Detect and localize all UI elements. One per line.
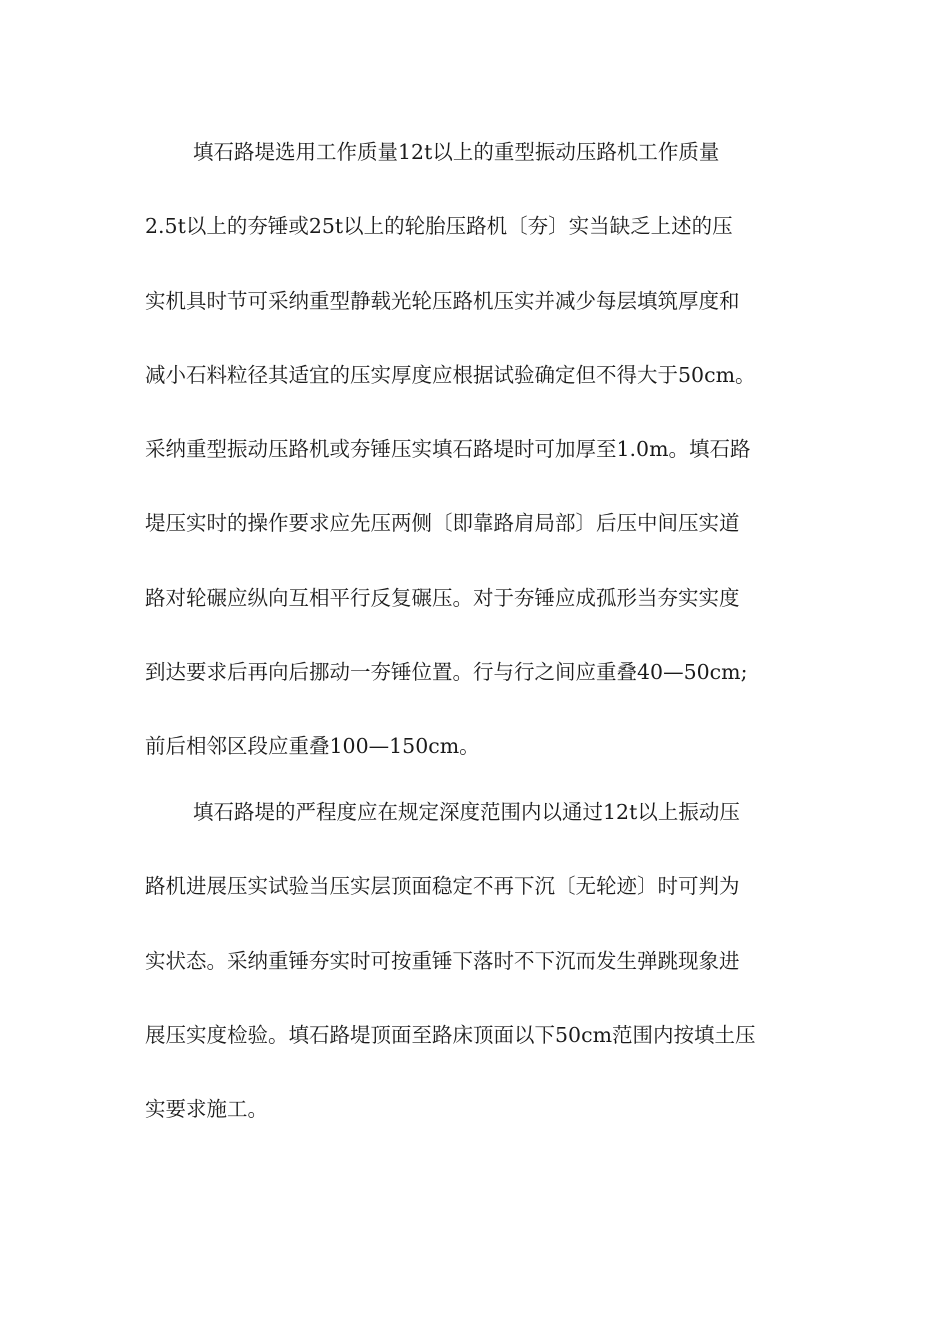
paragraph-2-line-3: 实状态。采纳重锤夯实时可按重锤下落时不下沉而发生弹跳现象进 — [145, 949, 740, 973]
paragraph-2-line-1: 填石路堤的严程度应在规定深度范围内以通过12t以上振动压 — [193, 800, 740, 824]
paragraph-1-line-2: 2.5t以上的夯锤或25t以上的轮胎压路机〔夯〕实当缺乏上述的压 — [145, 214, 733, 238]
paragraph-1-line-6: 堤压实时的操作要求应先压两侧〔即靠路肩局部〕后压中间压实道 — [145, 511, 740, 535]
paragraph-2-line-2: 路机进展压实试验当压实层顶面稳定不再下沉〔无轮迹〕时可判为 — [145, 874, 740, 898]
paragraph-1-line-5: 采纳重型振动压路机或夯锤压实填石路堤时可加厚至1.0m。填石路 — [145, 437, 751, 461]
paragraph-2-line-5: 实要求施工。 — [145, 1097, 268, 1121]
paragraph-1-line-9: 前后相邻区段应重叠100—150cm。 — [145, 734, 480, 758]
paragraph-1-line-1: 填石路堤选用工作质量12t以上的重型振动压路机工作质量 — [193, 140, 720, 164]
paragraph-1-line-4: 减小石料粒径其适宜的压实厚度应根据试验确定但不得大于50cm。 — [145, 363, 756, 387]
paragraph-1-line-7: 路对轮碾应纵向互相平行反复碾压。对于夯锤应成孤形当夯实实度 — [145, 586, 740, 610]
paragraph-2-line-4: 展压实度检验。填石路堤顶面至路床顶面以下50cm范围内按填土压 — [145, 1023, 756, 1047]
paragraph-1-line-3: 实机具时节可采纳重型静载光轮压路机压实并减少每层填筑厚度和 — [145, 289, 740, 313]
paragraph-1-line-8: 到达要求后再向后挪动一夯锤位置。行与行之间应重叠40—50cm; — [145, 660, 748, 684]
